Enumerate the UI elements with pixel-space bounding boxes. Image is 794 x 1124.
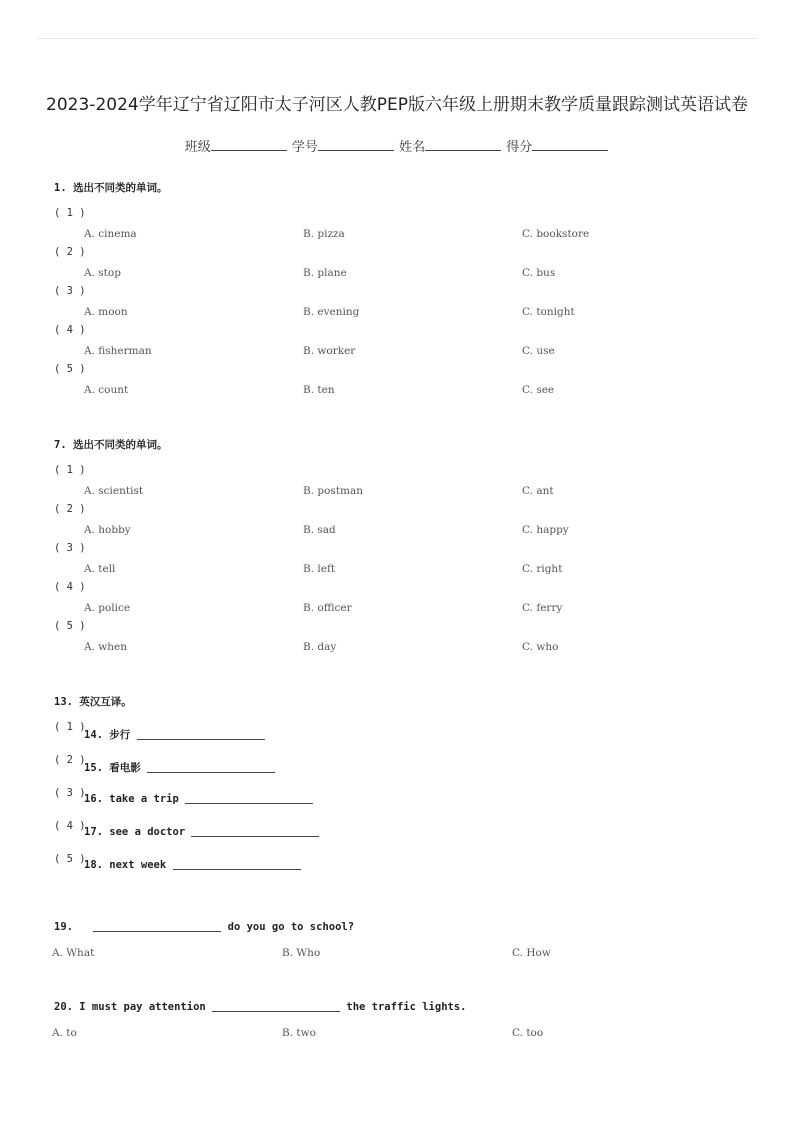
q7-item-4-number: ( 4 ) (54, 581, 86, 593)
q13-item-3-answer-blank[interactable] (185, 803, 313, 804)
q19-option-b[interactable]: B. Who (282, 947, 321, 959)
q1-item-5-option-b[interactable]: B. ten (303, 384, 335, 396)
q13-item-1-number: ( 1 ) (54, 721, 86, 733)
q1-item-1-option-a[interactable]: A. cinema (84, 228, 137, 240)
q7-item-2-option-a[interactable]: A. hobby (84, 524, 131, 536)
q20-option-b[interactable]: B. two (282, 1027, 316, 1039)
q1-item-4-number: ( 4 ) (54, 324, 86, 336)
question-7-heading: 7. 选出不同类的单词。 (54, 439, 168, 451)
q13-item-2-number: ( 2 ) (54, 754, 86, 766)
q7-item-3-number: ( 3 ) (54, 542, 86, 554)
q20-option-a[interactable]: A. to (52, 1027, 77, 1039)
q13-item-2 (84, 760, 275, 775)
student-id-blank[interactable] (318, 138, 394, 151)
q13-item-3-number: ( 3 ) (54, 787, 86, 799)
q13-item-4 (84, 826, 319, 838)
q13-item-3 (84, 793, 313, 805)
q13-item-5-prompt: 18. next week (84, 859, 167, 871)
q13-item-1-answer-blank[interactable] (137, 739, 265, 740)
q7-item-5-option-b[interactable]: B. day (303, 641, 337, 653)
score-label: 得分 (506, 140, 533, 155)
q1-item-4-option-b[interactable]: B. worker (303, 345, 356, 357)
q1-item-3-option-a[interactable]: A. moon (84, 306, 128, 318)
q13-item-2-answer-blank[interactable] (147, 772, 275, 773)
name-blank[interactable] (425, 138, 501, 151)
q20-text-after: the traffic lights. (346, 1001, 467, 1013)
question-1-heading: 1. 选出不同类的单词。 (54, 182, 168, 194)
q7-item-5-number: ( 5 ) (54, 620, 86, 632)
name-label: 姓名 (399, 140, 426, 155)
q1-item-1-option-b[interactable]: B. pizza (303, 228, 345, 240)
q13-item-5-number: ( 5 ) (54, 853, 86, 865)
question-20-stem (54, 1001, 466, 1013)
q7-item-3-option-c[interactable]: C. right (522, 563, 563, 575)
q7-item-5-option-c[interactable]: C. who (522, 641, 559, 653)
score-blank[interactable] (532, 138, 608, 151)
q13-item-4-prompt: 17. see a doctor (84, 826, 186, 838)
class-blank[interactable] (211, 138, 287, 151)
q7-item-5-option-a[interactable]: A. when (84, 641, 127, 653)
q7-item-4-option-a[interactable]: A. police (84, 602, 131, 614)
q1-item-4-option-c[interactable]: C. use (522, 345, 555, 357)
q20-answer-blank[interactable] (212, 1011, 340, 1012)
q1-item-4-option-a[interactable]: A. fisherman (84, 345, 152, 357)
q19-text: do you go to school? (227, 921, 355, 933)
question-13-heading: 13. 英汉互译。 (54, 696, 132, 708)
q7-item-1-number: ( 1 ) (54, 464, 86, 476)
q13-item-5 (84, 859, 301, 871)
q1-item-2-option-b[interactable]: B. plane (303, 267, 347, 279)
q1-item-3-option-b[interactable]: B. evening (303, 306, 360, 318)
q1-item-1-number: ( 1 ) (54, 207, 86, 219)
q1-item-1-option-c[interactable]: C. bookstore (522, 228, 590, 240)
q7-item-2-option-b[interactable]: B. sad (303, 524, 336, 536)
class-label: 班级 (184, 140, 211, 155)
q13-item-1-prompt: 14. 步行 (84, 729, 131, 741)
q1-item-5-option-c[interactable]: C. see (522, 384, 555, 396)
q1-item-3-option-c[interactable]: C. tonight (522, 306, 575, 318)
q13-item-5-answer-blank[interactable] (173, 869, 301, 870)
q7-item-2-option-c[interactable]: C. happy (522, 524, 569, 536)
top-divider (38, 38, 756, 39)
q19-answer-blank[interactable] (93, 931, 221, 932)
q7-item-3-option-b[interactable]: B. left (303, 563, 336, 575)
page-title: 2023-2024学年辽宁省辽阳市太子河区人教PEP版六年级上册期末教学质量跟踪测试英语试卷 (46, 95, 748, 115)
question-19-stem (54, 921, 354, 933)
q7-item-1-option-b[interactable]: B. postman (303, 485, 364, 497)
q1-item-3-number: ( 3 ) (54, 285, 86, 297)
q7-item-1-option-a[interactable]: A. scientist (84, 485, 144, 497)
q1-item-2-number: ( 2 ) (54, 246, 86, 258)
q1-item-2-option-a[interactable]: A. stop (84, 267, 121, 279)
q7-item-4-option-c[interactable]: C. ferry (522, 602, 563, 614)
q1-item-5-number: ( 5 ) (54, 363, 86, 375)
q13-item-1 (84, 727, 265, 742)
q7-item-1-option-c[interactable]: C. ant (522, 485, 554, 497)
q20-text-before: 20. I must pay attention (54, 1001, 206, 1013)
q1-item-2-option-c[interactable]: C. bus (522, 267, 556, 279)
q7-item-4-option-b[interactable]: B. officer (303, 602, 352, 614)
q13-item-3-prompt: 16. take a trip (84, 793, 179, 805)
q19-option-c[interactable]: C. How (512, 947, 551, 959)
q7-item-3-option-a[interactable]: A. tell (84, 563, 116, 575)
q13-item-2-prompt: 15. 看电影 (84, 762, 141, 774)
q13-item-4-number: ( 4 ) (54, 820, 86, 832)
student-id-label: 学号 (291, 140, 318, 155)
q13-item-4-answer-blank[interactable] (191, 836, 319, 837)
q1-item-5-option-a[interactable]: A. count (84, 384, 129, 396)
q19-number: 19. (54, 921, 73, 933)
q20-option-c[interactable]: C. too (512, 1027, 544, 1039)
q7-item-2-number: ( 2 ) (54, 503, 86, 515)
q19-option-a[interactable]: A. What (52, 947, 95, 959)
student-info-row (0, 136, 794, 155)
